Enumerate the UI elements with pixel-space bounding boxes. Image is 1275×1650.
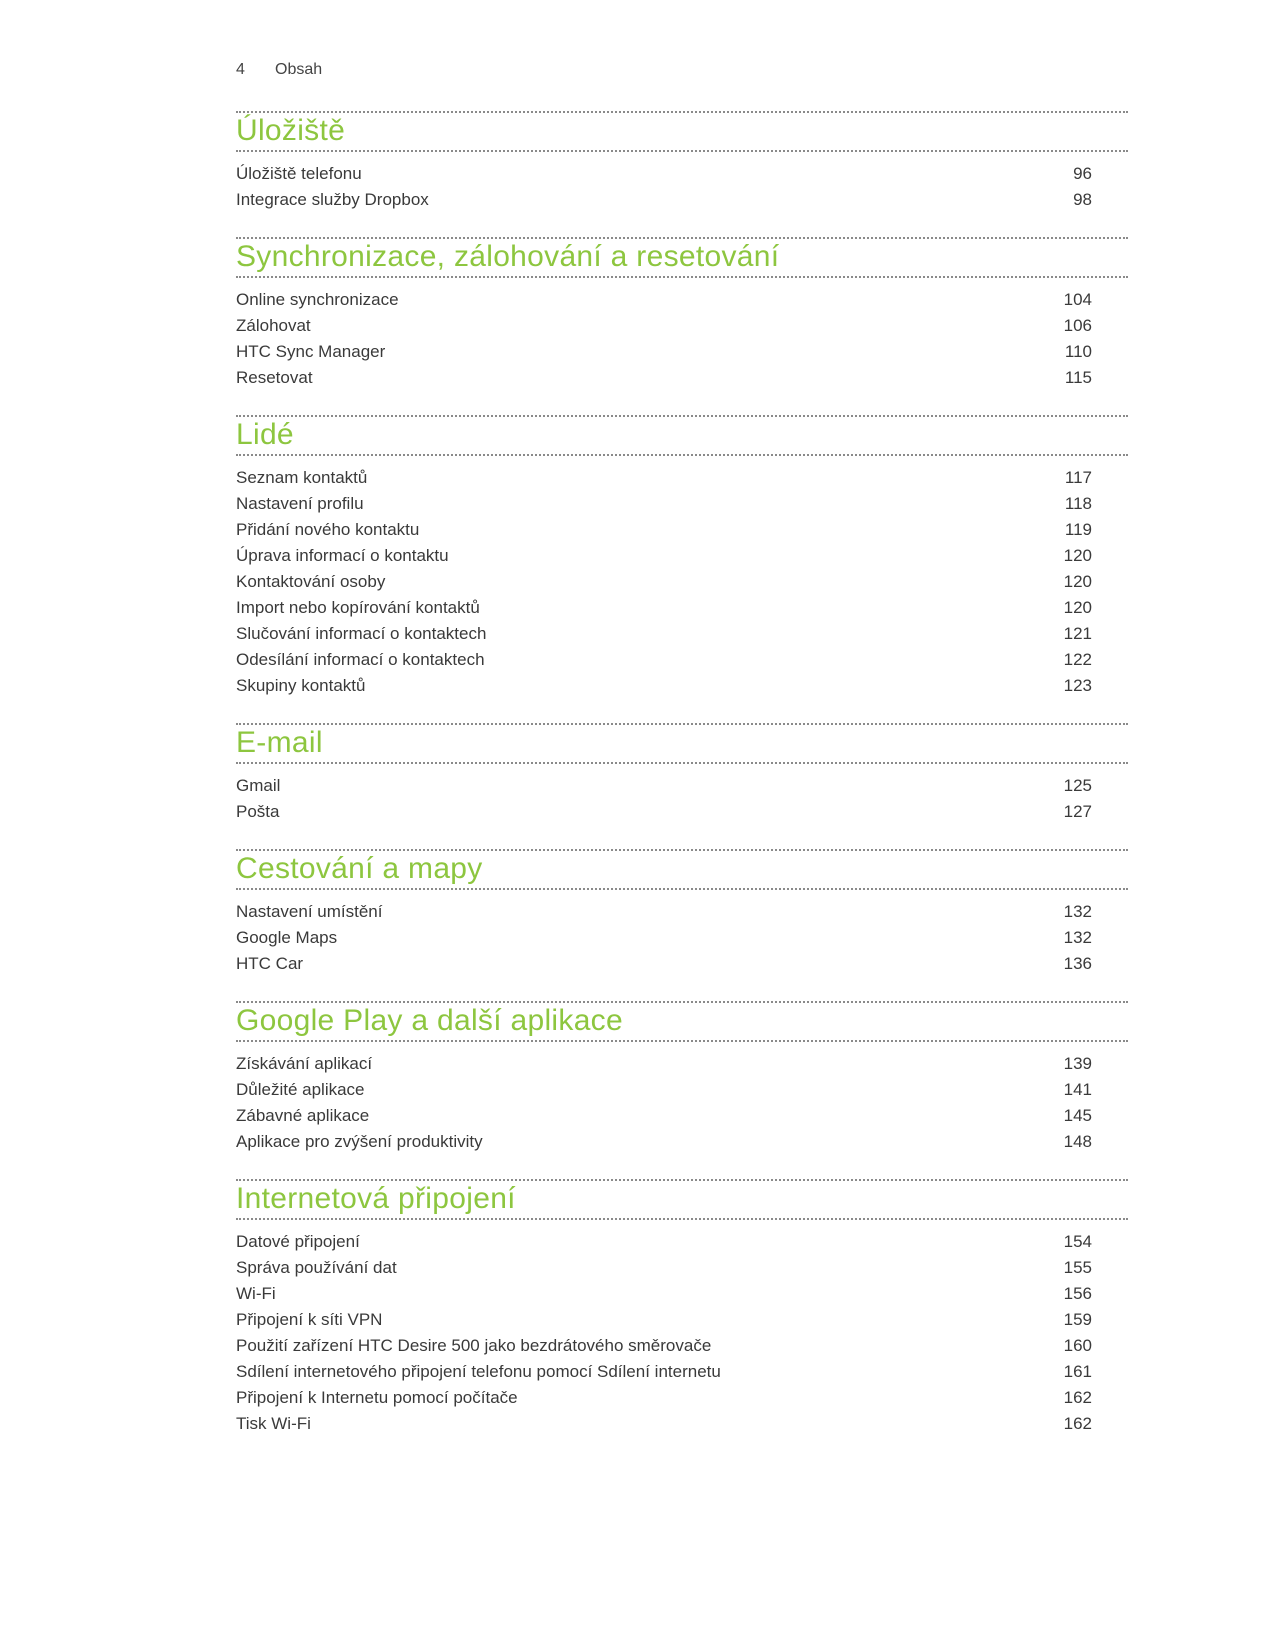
toc-entry-page: 155 bbox=[1063, 1258, 1092, 1277]
toc-entry-page: 120 bbox=[1063, 546, 1092, 565]
running-header bbox=[236, 61, 322, 79]
toc-entry[interactable] bbox=[236, 1333, 1092, 1359]
toc-entry[interactable] bbox=[236, 543, 1092, 569]
toc-entry-page: 98 bbox=[1073, 190, 1092, 209]
toc-entry-page: 106 bbox=[1063, 316, 1092, 335]
toc-entry-label: Důležité aplikace bbox=[236, 1080, 365, 1099]
toc-entry-label: Seznam kontaktů bbox=[236, 468, 368, 487]
toc-entry-label: Google Maps bbox=[236, 928, 338, 947]
toc-entry[interactable] bbox=[236, 1129, 1092, 1155]
toc-section-email bbox=[236, 723, 1128, 825]
toc-entry-label: Úprava informací o kontaktu bbox=[236, 546, 449, 565]
toc-entry-page: 136 bbox=[1063, 954, 1092, 973]
page-number: 4 bbox=[236, 61, 245, 78]
toc-entry-label: Resetovat bbox=[236, 368, 313, 387]
toc-entry[interactable] bbox=[236, 899, 1092, 925]
toc-entry[interactable] bbox=[236, 1411, 1092, 1437]
toc-entry-label: Získávání aplikací bbox=[236, 1054, 373, 1073]
toc-entry[interactable] bbox=[236, 1103, 1092, 1129]
toc-entry-label: Gmail bbox=[236, 776, 281, 795]
toc-entry[interactable] bbox=[236, 673, 1092, 699]
toc-entry-label: Slučování informací o kontaktech bbox=[236, 624, 487, 643]
toc-entry-page: 119 bbox=[1064, 520, 1092, 539]
toc-entry-page: 139 bbox=[1063, 1054, 1092, 1073]
header-title: Obsah bbox=[275, 61, 323, 78]
toc-entry-page: 162 bbox=[1063, 1414, 1092, 1433]
toc-entry-label: Skupiny kontaktů bbox=[236, 676, 366, 695]
section-title[interactable]: Google Play a další aplikace bbox=[236, 1001, 1128, 1042]
toc-entry-page: 96 bbox=[1073, 164, 1092, 183]
toc-entry[interactable] bbox=[236, 1077, 1092, 1103]
toc-entry-label: HTC Sync Manager bbox=[236, 342, 386, 361]
toc-entry-page: 115 bbox=[1064, 368, 1092, 387]
toc-entry[interactable] bbox=[236, 951, 1092, 977]
toc-entry[interactable] bbox=[236, 161, 1092, 187]
toc-entry[interactable] bbox=[236, 1385, 1092, 1411]
section-title[interactable]: Úložiště bbox=[236, 111, 1128, 152]
toc-entry-label: Tisk Wi-Fi bbox=[236, 1414, 311, 1433]
toc-entry-label: Zálohovat bbox=[236, 316, 311, 335]
toc-entry[interactable] bbox=[236, 491, 1092, 517]
toc-entry[interactable] bbox=[236, 1307, 1092, 1333]
toc-entry-label: Nastavení umístění bbox=[236, 902, 383, 921]
toc-entry-label: Nastavení profilu bbox=[236, 494, 364, 513]
toc-entry-page: 110 bbox=[1064, 342, 1092, 361]
section-title[interactable]: Cestování a mapy bbox=[236, 849, 1128, 890]
toc-entry-page: 145 bbox=[1063, 1106, 1092, 1125]
toc-entry-label: Online synchronizace bbox=[236, 290, 399, 309]
toc-entry-page: 154 bbox=[1063, 1232, 1092, 1251]
toc-entry[interactable] bbox=[236, 465, 1092, 491]
toc-entry[interactable] bbox=[236, 1255, 1092, 1281]
toc-entry[interactable] bbox=[236, 365, 1092, 391]
toc-entry-label: Datové připojení bbox=[236, 1232, 360, 1251]
toc-entry-page: 132 bbox=[1063, 902, 1092, 921]
toc-entry[interactable] bbox=[236, 1051, 1092, 1077]
toc-entry-label: Sdílení internetového připojení telefonu pomocí Sdílení internetu bbox=[236, 1362, 721, 1381]
toc-entry-label: Kontaktování osoby bbox=[236, 572, 386, 591]
toc-entry-label: Připojení k síti VPN bbox=[236, 1310, 383, 1329]
toc-section-people bbox=[236, 415, 1128, 699]
toc-entry-label: Použití zařízení HTC Desire 500 jako bezdrátového směrovače bbox=[236, 1336, 712, 1355]
toc-entry-label: Správa používání dat bbox=[236, 1258, 397, 1277]
toc-entry-label: Pošta bbox=[236, 802, 280, 821]
toc-entry-page: 120 bbox=[1063, 598, 1092, 617]
toc-entry-label: Aplikace pro zvýšení produktivity bbox=[236, 1132, 483, 1151]
toc-entry[interactable] bbox=[236, 287, 1092, 313]
toc-entry[interactable] bbox=[236, 517, 1092, 543]
toc-entry-page: 123 bbox=[1063, 676, 1092, 695]
toc-entry-label: Integrace služby Dropbox bbox=[236, 190, 429, 209]
toc-entry[interactable] bbox=[236, 925, 1092, 951]
toc-entry[interactable] bbox=[236, 1359, 1092, 1385]
toc-entry[interactable] bbox=[236, 1281, 1092, 1307]
toc-entry-label: Wi-Fi bbox=[236, 1284, 276, 1303]
toc-section-internet bbox=[236, 1179, 1128, 1437]
toc-entry-label: Přidání nového kontaktu bbox=[236, 520, 420, 539]
toc-entry-page: 159 bbox=[1063, 1310, 1092, 1329]
toc-entry-label: Import nebo kopírování kontaktů bbox=[236, 598, 480, 617]
toc-entry-page: 117 bbox=[1064, 468, 1092, 487]
toc-entry-page: 156 bbox=[1063, 1284, 1092, 1303]
toc-entry[interactable] bbox=[236, 1229, 1092, 1255]
toc-entry-label: Připojení k Internetu pomocí počítače bbox=[236, 1388, 518, 1407]
toc-entry-label: Zábavné aplikace bbox=[236, 1106, 370, 1125]
toc-entry-page: 127 bbox=[1063, 802, 1092, 821]
section-title[interactable]: Internetová připojení bbox=[236, 1179, 1128, 1220]
toc-entry-page: 161 bbox=[1063, 1362, 1092, 1381]
toc-entry[interactable] bbox=[236, 647, 1092, 673]
toc-entry-page: 104 bbox=[1063, 290, 1092, 309]
section-title[interactable]: Synchronizace, zálohování a resetování bbox=[236, 237, 1128, 278]
toc-entry-page: 122 bbox=[1063, 650, 1092, 669]
toc-entry[interactable] bbox=[236, 773, 1092, 799]
section-title[interactable]: E-mail bbox=[236, 723, 1128, 764]
toc-entry[interactable] bbox=[236, 595, 1092, 621]
toc-entry-label: HTC Car bbox=[236, 954, 304, 973]
toc-entry-label: Úložiště telefonu bbox=[236, 164, 362, 183]
toc-entry[interactable] bbox=[236, 799, 1092, 825]
toc-entry-label: Odesílání informací o kontaktech bbox=[236, 650, 485, 669]
toc-entry-page: 125 bbox=[1063, 776, 1092, 795]
toc-entry[interactable] bbox=[236, 569, 1092, 595]
toc-section-storage bbox=[236, 111, 1128, 213]
toc-entry-page: 160 bbox=[1063, 1336, 1092, 1355]
toc-entry-page: 162 bbox=[1063, 1388, 1092, 1407]
toc-entry[interactable] bbox=[236, 339, 1092, 365]
toc-entry[interactable] bbox=[236, 313, 1092, 339]
toc-entry-page: 141 bbox=[1063, 1080, 1092, 1099]
toc-entry-page: 120 bbox=[1063, 572, 1092, 591]
toc-section-travel-maps bbox=[236, 849, 1128, 977]
table-of-contents bbox=[236, 111, 1128, 1461]
toc-entry[interactable] bbox=[236, 621, 1092, 647]
section-title[interactable]: Lidé bbox=[236, 415, 1128, 456]
toc-section-sync bbox=[236, 237, 1128, 391]
toc-entry-page: 118 bbox=[1064, 494, 1092, 513]
toc-entry[interactable] bbox=[236, 187, 1092, 213]
toc-entry-page: 121 bbox=[1063, 624, 1092, 643]
toc-entry-page: 132 bbox=[1063, 928, 1092, 947]
toc-entry-page: 148 bbox=[1063, 1132, 1092, 1151]
toc-section-google-play bbox=[236, 1001, 1128, 1155]
